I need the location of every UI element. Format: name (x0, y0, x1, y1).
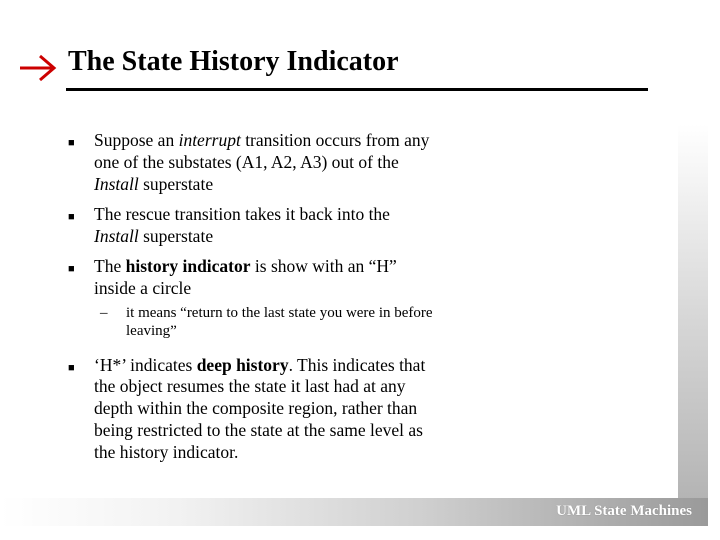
bullet-text: superstate (138, 225, 214, 246)
bullet-text: The (94, 255, 126, 276)
square-bullet-icon: ■ (68, 210, 75, 223)
bullet-bold: history indicator (125, 255, 251, 276)
bullet-text: transition occurs from any one of the substates (A1, A2, A3) out of the (94, 130, 430, 172)
bullet-emphasis: interrupt (178, 130, 241, 150)
bullet-item (66, 256, 436, 341)
square-bullet-icon: ■ (68, 262, 75, 275)
bullet-text: superstate (138, 173, 214, 194)
bullet-list (66, 130, 436, 472)
dash-bullet-icon: – (100, 304, 108, 321)
bullet-text: Suppose an (94, 130, 179, 150)
slide-title: The State History Indicator (68, 46, 399, 77)
sub-bullet-text: it means “return to the last state you were in before leaving” (126, 304, 433, 340)
footer-label: UML State Machines (556, 503, 692, 519)
bullet-emphasis: Install (94, 225, 139, 246)
sub-bullet-item (94, 304, 436, 341)
side-gradient-bar (678, 124, 708, 500)
bullet-bold: deep history (196, 354, 289, 375)
square-bullet-icon: ■ (68, 137, 75, 149)
bullet-text: . This indicates that the object resumes the state it last had at any depth within the composite region, rather than being restricted to the state at the same level as the history indicator. (94, 354, 426, 462)
right-arrow-icon (14, 50, 62, 86)
title-underline (66, 88, 648, 91)
bullet-item (66, 130, 436, 195)
bullet-text: The rescue transition takes it back into the (94, 203, 390, 224)
bullet-emphasis: Install (94, 173, 139, 194)
bullet-text: is show with an “H” inside a circle (94, 255, 397, 298)
bullet-item (66, 204, 436, 248)
sub-bullet-list (94, 304, 436, 341)
square-bullet-icon: ■ (68, 361, 75, 374)
bullet-item (66, 355, 436, 464)
bullet-text: ‘H*’ indicates (94, 354, 197, 375)
